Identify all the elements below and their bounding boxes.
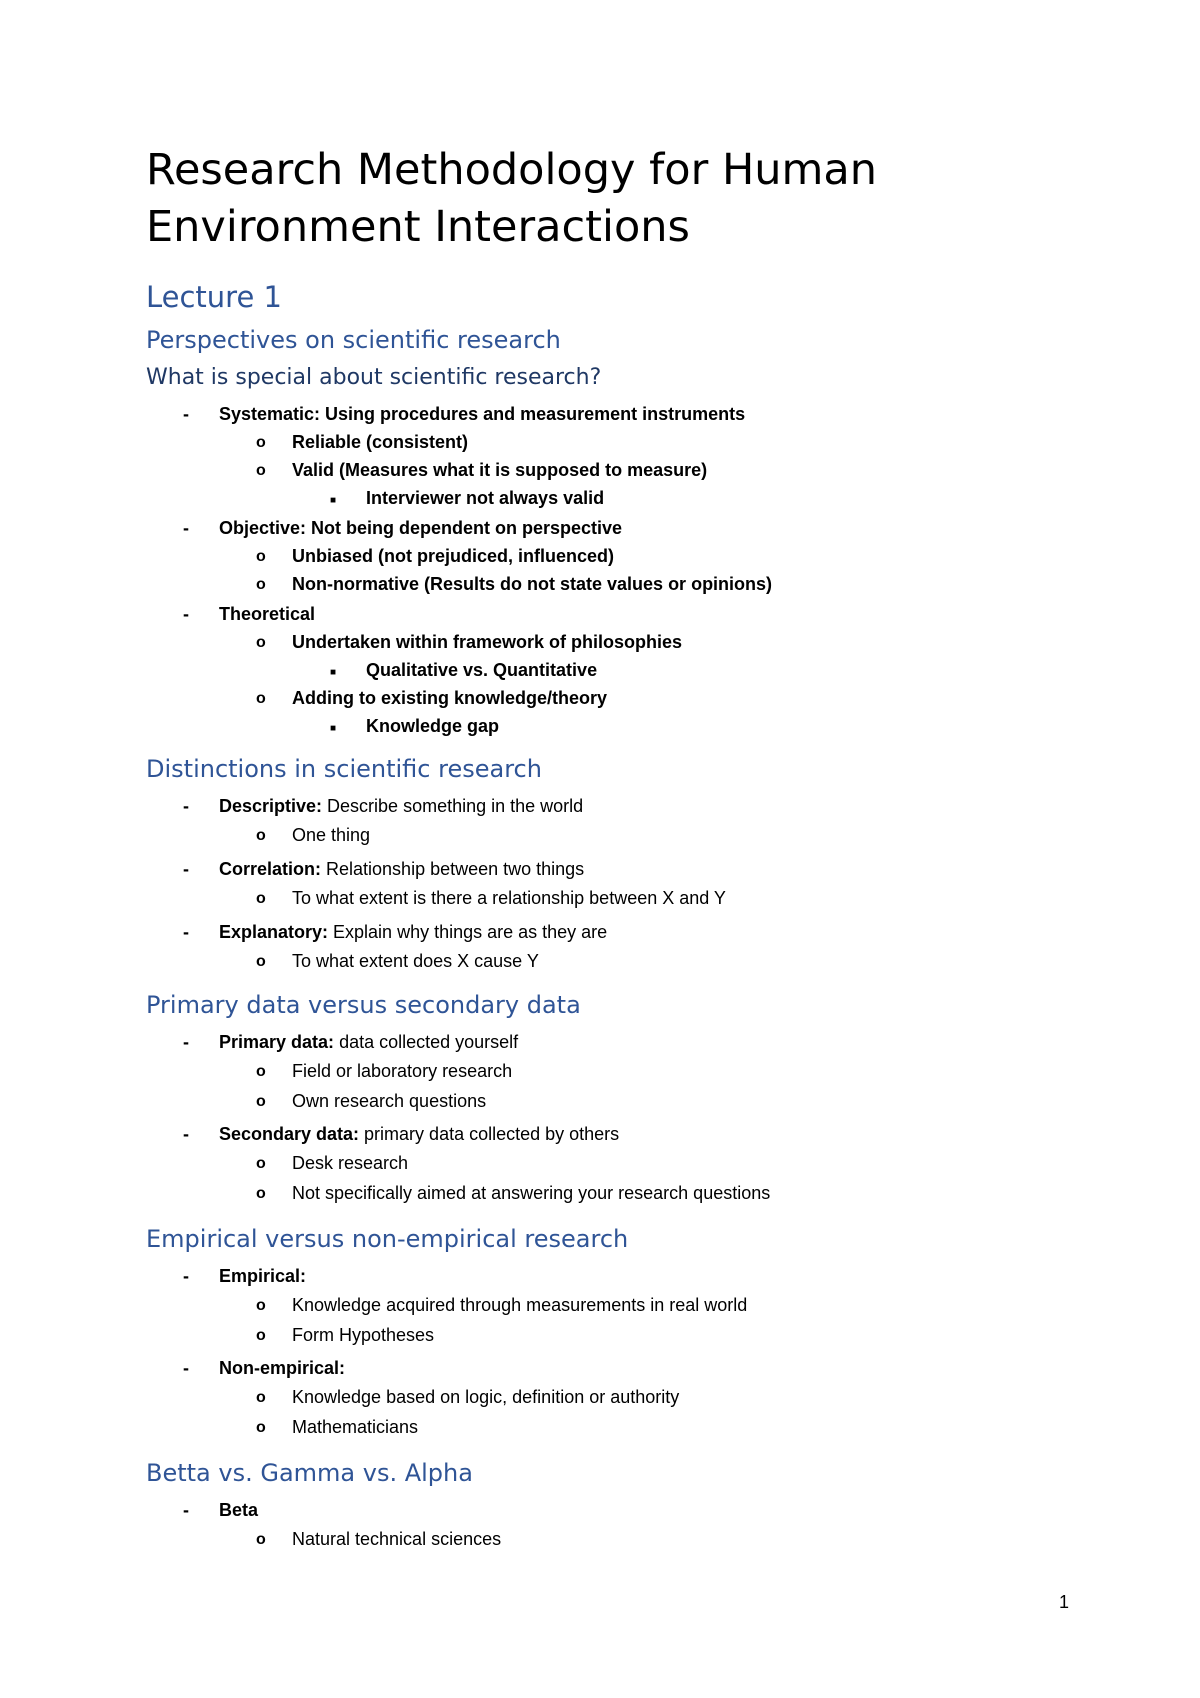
- betta-heading: Betta vs. Gamma vs. Alpha: [146, 1459, 473, 1487]
- circle-bullet: o: [256, 1185, 266, 1202]
- circle-bullet: o: [256, 1297, 266, 1314]
- empirical-heading: Empirical versus non-empirical research: [146, 1225, 629, 1253]
- list-item-primary: [219, 1031, 518, 1053]
- document-title: Research Methodology for Human Environment Interactions: [146, 145, 878, 252]
- special-heading: What is special about scientific research?: [146, 365, 602, 390]
- term-explanatory: Explanatory:: [219, 922, 329, 942]
- circle-bullet: o: [256, 462, 266, 479]
- circle-bullet: o: [256, 1155, 266, 1172]
- term-correlation: Correlation:: [219, 859, 322, 879]
- dash-bullet: -: [183, 796, 189, 816]
- circle-bullet: o: [256, 690, 266, 707]
- list-item-explanatory: [219, 921, 607, 943]
- list-item-secondary: [219, 1123, 619, 1145]
- square-bullet: ■: [330, 667, 337, 678]
- list-item-reliable: Reliable (consistent): [292, 432, 469, 452]
- dash-bullet: -: [183, 404, 189, 424]
- circle-bullet: o: [256, 953, 266, 970]
- term-secondary: Secondary data:: [219, 1124, 360, 1144]
- list-item-hypotheses: Form Hypotheses: [292, 1325, 435, 1345]
- list-item-knowledge-measure: Knowledge acquired through measurements in real world: [292, 1295, 748, 1315]
- list-item-not-aimed: Not specifically aimed at answering your research questions: [292, 1183, 771, 1203]
- term-primary: Primary data:: [219, 1032, 335, 1052]
- circle-bullet: o: [256, 634, 266, 651]
- dash-bullet: -: [183, 859, 189, 879]
- circle-bullet: o: [256, 576, 266, 593]
- dash-bullet: -: [183, 1500, 189, 1520]
- dash-bullet: -: [183, 518, 189, 538]
- list-item-adding: Adding to existing knowledge/theory: [292, 688, 608, 708]
- list-item-objective: Objective: Not being dependent on perspective: [219, 518, 623, 538]
- text-correlation: Relationship between two things: [321, 859, 585, 879]
- text-explanatory: Explain why things are as they are: [328, 922, 608, 942]
- lecture-heading: Lecture 1: [146, 280, 282, 314]
- list-item-interviewer: Interviewer not always valid: [366, 488, 605, 508]
- circle-bullet: o: [256, 1093, 266, 1110]
- dash-bullet: -: [183, 604, 189, 624]
- list-item-natural: Natural technical sciences: [292, 1529, 502, 1549]
- list-item-systematic: Systematic: Using procedures and measurement instruments: [219, 404, 746, 424]
- dash-bullet: -: [183, 922, 189, 942]
- circle-bullet: o: [256, 1531, 266, 1548]
- list-item-knowledge-logic: Knowledge based on logic, definition or authority: [292, 1387, 680, 1407]
- text-primary: data collected yourself: [334, 1032, 519, 1052]
- list-item-correlation: [219, 858, 584, 880]
- dash-bullet: -: [183, 1266, 189, 1286]
- term-descriptive: Descriptive:: [219, 796, 323, 816]
- square-bullet: ■: [330, 495, 337, 506]
- square-bullet: ■: [330, 723, 337, 734]
- list-item-one-thing: One thing: [292, 825, 371, 845]
- circle-bullet: o: [256, 548, 266, 565]
- circle-bullet: o: [256, 1327, 266, 1344]
- list-item-explanatory-sub: To what extent does X cause Y: [292, 951, 539, 971]
- perspectives-heading: Perspectives on scientific research: [146, 326, 561, 354]
- list-item-non-normative: Non-normative (Results do not state values or opinions): [292, 574, 773, 594]
- list-item-empirical: Empirical:: [219, 1266, 307, 1286]
- list-item-gap: Knowledge gap: [366, 716, 500, 736]
- circle-bullet: o: [256, 434, 266, 451]
- text-secondary: primary data collected by others: [359, 1124, 620, 1144]
- dash-bullet: -: [183, 1358, 189, 1378]
- circle-bullet: o: [256, 827, 266, 844]
- list-item-valid: Valid (Measures what it is supposed to measure): [292, 460, 708, 480]
- primary-heading: Primary data versus secondary data: [146, 991, 581, 1019]
- list-item-beta: Beta: [219, 1500, 259, 1520]
- circle-bullet: o: [256, 1389, 266, 1406]
- list-item-correlation-sub: To what extent is there a relationship between X and Y: [292, 888, 726, 908]
- list-item-desk: Desk research: [292, 1153, 409, 1173]
- circle-bullet: o: [256, 890, 266, 907]
- circle-bullet: o: [256, 1063, 266, 1080]
- list-item-theoretical: Theoretical: [219, 604, 316, 624]
- list-item-field: Field or laboratory research: [292, 1061, 513, 1081]
- text-descriptive: Describe something in the world: [322, 796, 584, 816]
- list-item-non-empirical: Non-empirical:: [219, 1358, 346, 1378]
- list-item-qual-quant: Qualitative vs. Quantitative: [366, 660, 598, 680]
- list-item-undertaken: Undertaken within framework of philosophies: [292, 632, 683, 652]
- page-number: 1: [1059, 1592, 1070, 1612]
- list-item-own: Own research questions: [292, 1091, 487, 1111]
- list-item-mathematicians: Mathematicians: [292, 1417, 419, 1437]
- distinctions-heading: Distinctions in scientific research: [146, 755, 542, 783]
- list-item-unbiased: Unbiased (not prejudiced, influenced): [292, 546, 615, 566]
- circle-bullet: o: [256, 1419, 266, 1436]
- dash-bullet: -: [183, 1032, 189, 1052]
- list-item-descriptive: [219, 795, 583, 817]
- dash-bullet: -: [183, 1124, 189, 1144]
